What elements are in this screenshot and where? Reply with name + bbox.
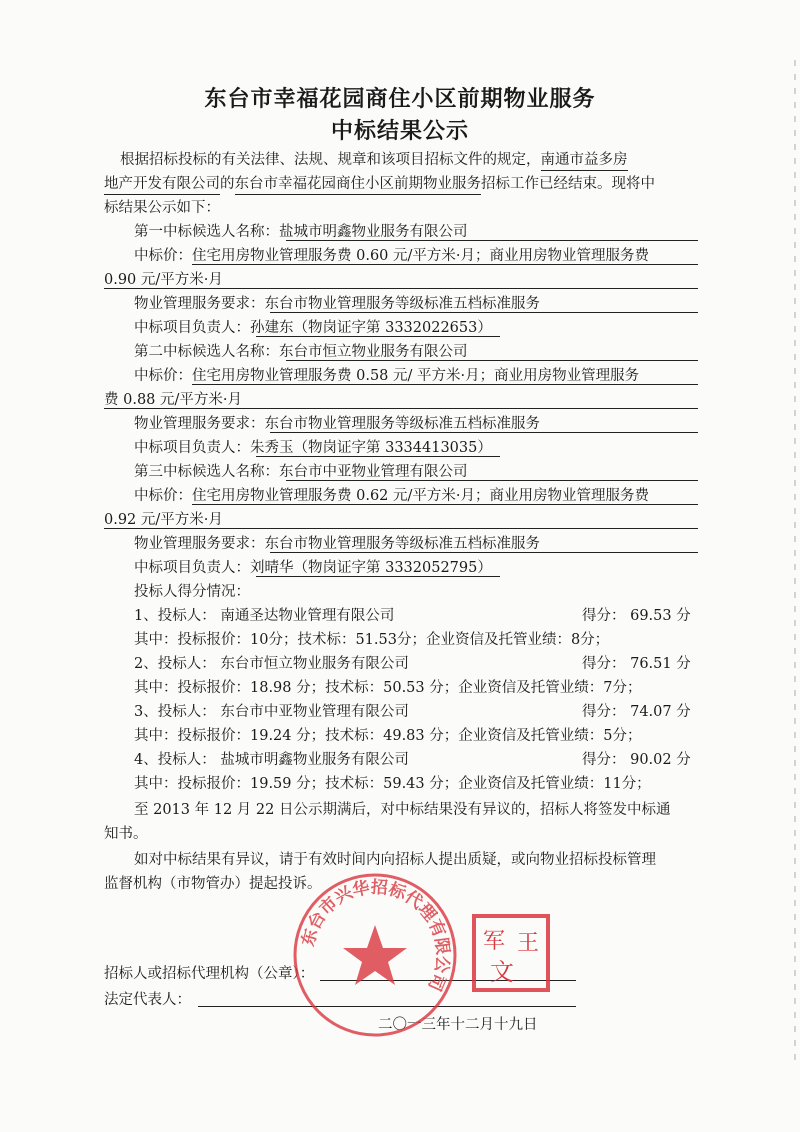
intro-text: 的: [220, 176, 235, 192]
mgr-label: 中标项目负责人：: [134, 320, 250, 336]
price-label: 中标价：: [134, 488, 192, 504]
underline: [256, 456, 500, 457]
candidate-2-req-row: [134, 414, 540, 434]
req-label: 物业管理服务要求：: [134, 296, 265, 312]
price-text: 住宅用房物业管理服务费 0.58 元/ 平方米·月；商业用房物业管理服务: [192, 368, 640, 384]
underline: [286, 240, 698, 241]
candidate-3-req-row: [134, 534, 540, 554]
candidate-3-name-row: [134, 462, 468, 482]
price-label: 中标价：: [134, 368, 192, 384]
candidate-1-price-row-2: 0.90 元/平方米·月: [104, 272, 223, 288]
underline: [256, 576, 500, 577]
seal-char: 文: [490, 958, 514, 986]
mgr-text: 孙建东（物岗证字第 3332022653）: [250, 320, 492, 336]
candidate-name-label: 第二中标候选人名称：: [134, 344, 279, 360]
underline: [270, 432, 698, 433]
bidder-2-line: 2、投标人： 东台市恒立物业服务有限公司: [134, 656, 409, 672]
agency-label: 招标人或招标代理机构（公章）：: [104, 966, 315, 982]
candidate-name-label: 第三中标候选人名称：: [134, 464, 279, 480]
personal-seal-icon: [470, 912, 552, 994]
company-stamp-icon: [290, 870, 460, 1040]
stamp-ring-text: 东台市兴华招标代理有限公司: [298, 877, 453, 994]
candidate-1-price-row: [134, 246, 649, 266]
bidder-4-line: 4、投标人： 盐城市明鑫物业服务有限公司: [134, 752, 409, 768]
intro-line-1: [120, 150, 628, 170]
mgr-label: 中标项目负责人：: [134, 440, 250, 456]
candidate-3-mgr-row: [134, 558, 492, 578]
candidate-name: 盐城市明鑫物业服务有限公司: [279, 224, 468, 240]
seal-char: 王: [516, 931, 540, 956]
bidder-3-score: 得分： 74.07 分: [582, 704, 691, 720]
intro-line-3: 标结果公示如下：: [104, 200, 220, 216]
mgr-label: 中标项目负责人：: [134, 560, 250, 576]
bidder-4-detail: 其中：投标报价：19.59 分；技术标：59.43 分；企业资信及托管业绩：11分；: [134, 776, 651, 792]
candidate-1-mgr-row: [134, 318, 492, 338]
mgr-text: 刘晴华（物岗证字第 3332052795）: [250, 560, 492, 576]
seal-char: 军: [482, 929, 506, 954]
underline: [192, 504, 698, 505]
bidder-1-score: 得分： 69.53 分: [582, 608, 691, 624]
candidate-1-name-row: [134, 222, 468, 242]
candidate-name: 东台市恒立物业服务有限公司: [279, 344, 468, 360]
req-label: 物业管理服务要求：: [134, 416, 265, 432]
closing-p1-line1: 至 2013 年 12 月 22 日公示期满后，对中标结果没有异议的，招标人将签发中标通: [134, 802, 671, 818]
candidate-2-mgr-row: [134, 438, 492, 458]
price-text: 住宅用房物业管理服务费 0.62 元/平方米·月；商业用房物业管理服务费: [192, 488, 649, 504]
req-label: 物业管理服务要求：: [134, 536, 265, 552]
underline: [192, 384, 698, 385]
underline: [104, 408, 698, 409]
candidate-3-price-row: [134, 486, 649, 506]
closing-p2-line1: 如对中标结果有异议，请于有效时间内向招标人提出质疑，或向物业招标投标管理: [134, 852, 656, 868]
candidate-name-label: 第一中标候选人名称：: [134, 224, 279, 240]
underline: [104, 288, 698, 289]
scan-edge: [794, 60, 796, 1060]
underline: [192, 264, 698, 265]
bidder-2-score: 得分： 76.51 分: [582, 656, 691, 672]
bidder-1-line: 1、投标人： 南通圣达物业管理有限公司: [134, 608, 395, 624]
candidate-2-name-row: [134, 342, 468, 362]
price-text: 住宅用房物业管理服务费 0.60 元/平方米·月；商业用房物业管理服务费: [192, 248, 649, 264]
intro-text: 招标工作已经结束。现将中: [481, 176, 655, 192]
closing-p2-line2: 监督机构（市物管办）提起投诉。: [104, 876, 322, 892]
req-text: 东台市物业管理服务等级标准五档标准服务: [264, 416, 540, 432]
candidate-3-price-row-2: 0.92 元/平方米·月: [104, 512, 223, 528]
candidate-2-price-row: [134, 366, 639, 386]
document-subtitle: 中标结果公示: [330, 119, 469, 144]
bidder-2-detail: 其中：投标报价：18.98 分；技术标：50.53 分；企业资信及托管业绩：7分；: [134, 680, 642, 696]
candidate-name: 东台市中亚物业管理有限公司: [279, 464, 468, 480]
underline: [286, 360, 698, 361]
bidder-1-detail: 其中：投标报价：10分；技术标：51.53分；企业资信及托管业绩：8分；: [134, 632, 610, 648]
bidder-3-line: 3、投标人： 东台市中亚物业管理有限公司: [134, 704, 409, 720]
candidate-2-price-row-2: 费 0.88 元/平方米·月: [104, 392, 242, 408]
bidder-3-detail: 其中：投标报价：19.24 分；技术标：49.83 分；企业资信及托管业绩：5分；: [134, 728, 642, 744]
project-name: 东台市幸福花园商住小区前期物业服务: [235, 174, 482, 195]
legal-rep-label: 法定代表人：: [104, 992, 191, 1008]
underline: [104, 528, 698, 529]
req-text: 东台市物业管理服务等级标准五档标准服务: [264, 536, 540, 552]
price-label: 中标价：: [134, 248, 192, 264]
tenderer-name-part2: 地产开发有限公司: [104, 174, 220, 195]
underline: [256, 336, 500, 337]
closing-p1-line2: 知书。: [104, 826, 148, 842]
scores-heading: 投标人得分情况：: [134, 584, 250, 600]
underline: [270, 552, 698, 553]
mgr-text: 朱秀玉（物岗证字第 3334413035）: [250, 440, 492, 456]
intro-text: 根据招标投标的有关法律、法规、规章和该项目招标文件的规定，: [120, 152, 541, 168]
candidate-1-req-row: [134, 294, 540, 314]
document-title: 东台市幸福花园商住小区前期物业服务: [204, 87, 596, 112]
tenderer-name-part1: 南通市益多房: [541, 150, 628, 171]
underline: [286, 480, 698, 481]
bidder-4-score: 得分： 90.02 分: [582, 752, 691, 768]
underline: [270, 312, 698, 313]
signature-date: 二〇一三年十二月十九日: [378, 1017, 538, 1033]
req-text: 东台市物业管理服务等级标准五档标准服务: [264, 296, 540, 312]
intro-line-2: [104, 174, 655, 194]
